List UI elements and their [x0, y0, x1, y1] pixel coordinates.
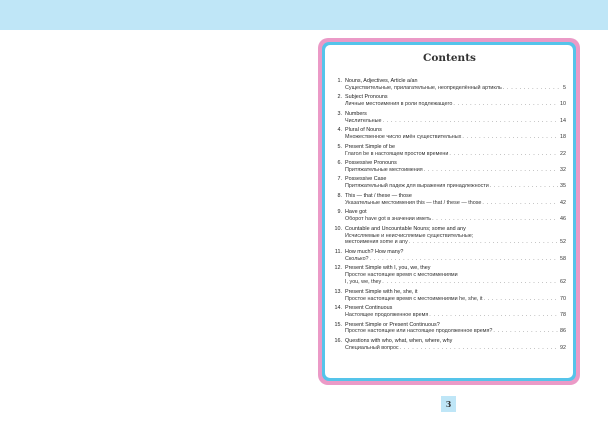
dot-leader — [448, 151, 558, 158]
dot-leader — [382, 118, 559, 125]
toc-entry-number: 16. — [334, 337, 342, 344]
toc-entry — [333, 160, 566, 174]
dot-leader — [452, 101, 558, 108]
toc-entry-number: 3. — [337, 110, 342, 117]
toc-entry-subtitle: Личные местоимения в роли подлежащего — [345, 101, 453, 108]
toc-entry-number: 13. — [334, 288, 342, 295]
toc-entry-page: 58 — [560, 255, 566, 262]
toc-entry-page: 35 — [560, 183, 566, 190]
dot-leader — [399, 345, 558, 352]
toc-entry-page: 62 — [560, 279, 566, 286]
toc-entry-subtitle: Простое настоящее время с местоимениями he, she, it — [345, 295, 483, 302]
toc-entry-page: 92 — [560, 344, 566, 351]
toc-entry — [333, 338, 566, 352]
toc-entry-subtitle: Оборот have got в значении иметь — [345, 216, 432, 223]
toc-entry-number: 5. — [337, 143, 342, 150]
toc-entry-number: 15. — [334, 321, 342, 328]
toc-entry — [333, 144, 566, 158]
toc-entry-page: 42 — [560, 199, 566, 206]
toc-entry-title: Present Simple with I, you, we, they — [345, 265, 431, 272]
toc-entry-number: 14. — [334, 305, 342, 312]
toc-entry-number: 1. — [337, 78, 342, 84]
dot-leader — [481, 200, 558, 207]
contents-frame — [318, 38, 580, 385]
toc-entry-page: 5 — [563, 84, 566, 91]
toc-entry-title: Present Simple or Present Continuous? — [345, 321, 440, 328]
toc-entry — [333, 322, 566, 336]
toc-entry-subtitle: Простое настоящее время с местоимениями — [345, 272, 458, 279]
toc-entry-title: Subject Pronouns — [345, 94, 388, 101]
toc-entry-number: 12. — [334, 265, 342, 272]
toc-entry-number: 8. — [337, 192, 342, 199]
top-color-band — [0, 0, 608, 30]
toc-entry-title: Questions with who, what, when, where, why — [345, 337, 453, 344]
dot-leader — [423, 167, 558, 174]
toc-entry-title: Possessive Pronouns — [345, 160, 397, 167]
toc-entry-subtitle: Исчисляемые и неисчисляемые существительные; — [345, 232, 474, 239]
toc-entry — [333, 176, 566, 190]
dot-leader — [431, 216, 558, 223]
dot-leader — [461, 134, 558, 141]
toc-entry — [333, 193, 566, 207]
toc-entry-subtitle: Указательные местоимения this — that / these — those — [345, 199, 482, 206]
toc-entry-number: 11. — [334, 248, 342, 255]
toc-entry-page: 14 — [560, 117, 566, 124]
toc-entry-title: This — that / these — those — [345, 192, 412, 199]
toc-entry-page: 86 — [560, 328, 566, 335]
toc-entry-subtitle: Глагол be в настоящем простом времени — [345, 150, 449, 157]
toc-entry-subtitle: Специальный вопрос — [345, 344, 399, 351]
toc-entry-subtitle: Притяжательный падеж для выражения принадлежности — [345, 183, 489, 190]
toc-entry-number: 4. — [337, 127, 342, 134]
toc-entry-subtitle: Множественное число имён существительных — [345, 134, 462, 141]
toc-entry-page: 22 — [560, 150, 566, 157]
toc-entry-title: How much? How many? — [345, 248, 404, 255]
toc-entry — [333, 209, 566, 223]
toc-entry-page: 18 — [560, 134, 566, 141]
toc-entry — [333, 289, 566, 303]
dot-leader — [408, 239, 558, 246]
toc-entry — [333, 111, 566, 125]
toc-entry-title: Nouns, Adjectives, Article a/an — [345, 78, 418, 84]
contents-title: Contents — [423, 52, 476, 64]
toc-entry — [333, 226, 566, 247]
toc-entry — [333, 265, 566, 286]
toc-entry-subtitle: I, you, we, they — [345, 279, 382, 286]
toc-entry-subtitle: местоимения some и any — [345, 239, 408, 246]
toc-entry-title: Present Simple with he, she, it — [345, 288, 418, 295]
dot-leader — [502, 85, 561, 92]
contents-card — [325, 45, 573, 378]
toc-entry-number: 9. — [337, 209, 342, 216]
toc-entry-page: 78 — [560, 312, 566, 318]
dot-leader — [483, 296, 558, 303]
toc-entry-title: Plural of Nouns — [345, 127, 382, 134]
toc-entry-title: Present Continuous — [345, 305, 393, 312]
toc-entry-page: 10 — [560, 101, 566, 108]
toc-entry-subtitle: Притяжательные местоимения — [345, 166, 423, 173]
toc-entry-subtitle: Настоящее продолженное время — [345, 312, 429, 318]
toc-entry — [333, 78, 566, 92]
dot-leader — [489, 183, 558, 190]
toc-entry-title: Countable and Uncountable Nouns; some and any — [345, 225, 466, 232]
table-of-contents — [333, 78, 566, 352]
toc-entry-number: 6. — [337, 160, 342, 167]
toc-entry-subtitle: Числительные — [345, 117, 382, 124]
toc-entry-number: 2. — [337, 94, 342, 101]
toc-entry-page: 52 — [560, 239, 566, 246]
toc-entry-page: 70 — [560, 295, 566, 302]
dot-leader — [369, 256, 558, 263]
toc-entry-number: 7. — [337, 176, 342, 183]
toc-entry-page: 32 — [560, 166, 566, 173]
toc-entry-number: 10. — [334, 225, 342, 232]
toc-entry-title: Possessive Case — [345, 176, 387, 183]
page-number: 3 — [441, 396, 456, 412]
toc-entry — [333, 305, 566, 319]
toc-entry-title: Present Simple of be — [345, 143, 396, 150]
toc-entry-subtitle: Простое настоящее или настоящее продолженное время? — [345, 328, 493, 335]
toc-entry — [333, 94, 566, 108]
toc-entry — [333, 249, 566, 263]
dot-leader — [492, 328, 558, 335]
toc-entry-title: Have got — [345, 209, 367, 216]
toc-entry-subtitle: Существительные, прилагательные, неопределённый артикль — [345, 84, 502, 91]
toc-entry-title: Numbers — [345, 110, 367, 117]
toc-entry-page: 46 — [560, 216, 566, 223]
dot-leader — [381, 279, 558, 286]
dot-leader — [428, 312, 558, 319]
toc-entry-subtitle: Сколько? — [345, 255, 369, 262]
toc-entry — [333, 127, 566, 141]
